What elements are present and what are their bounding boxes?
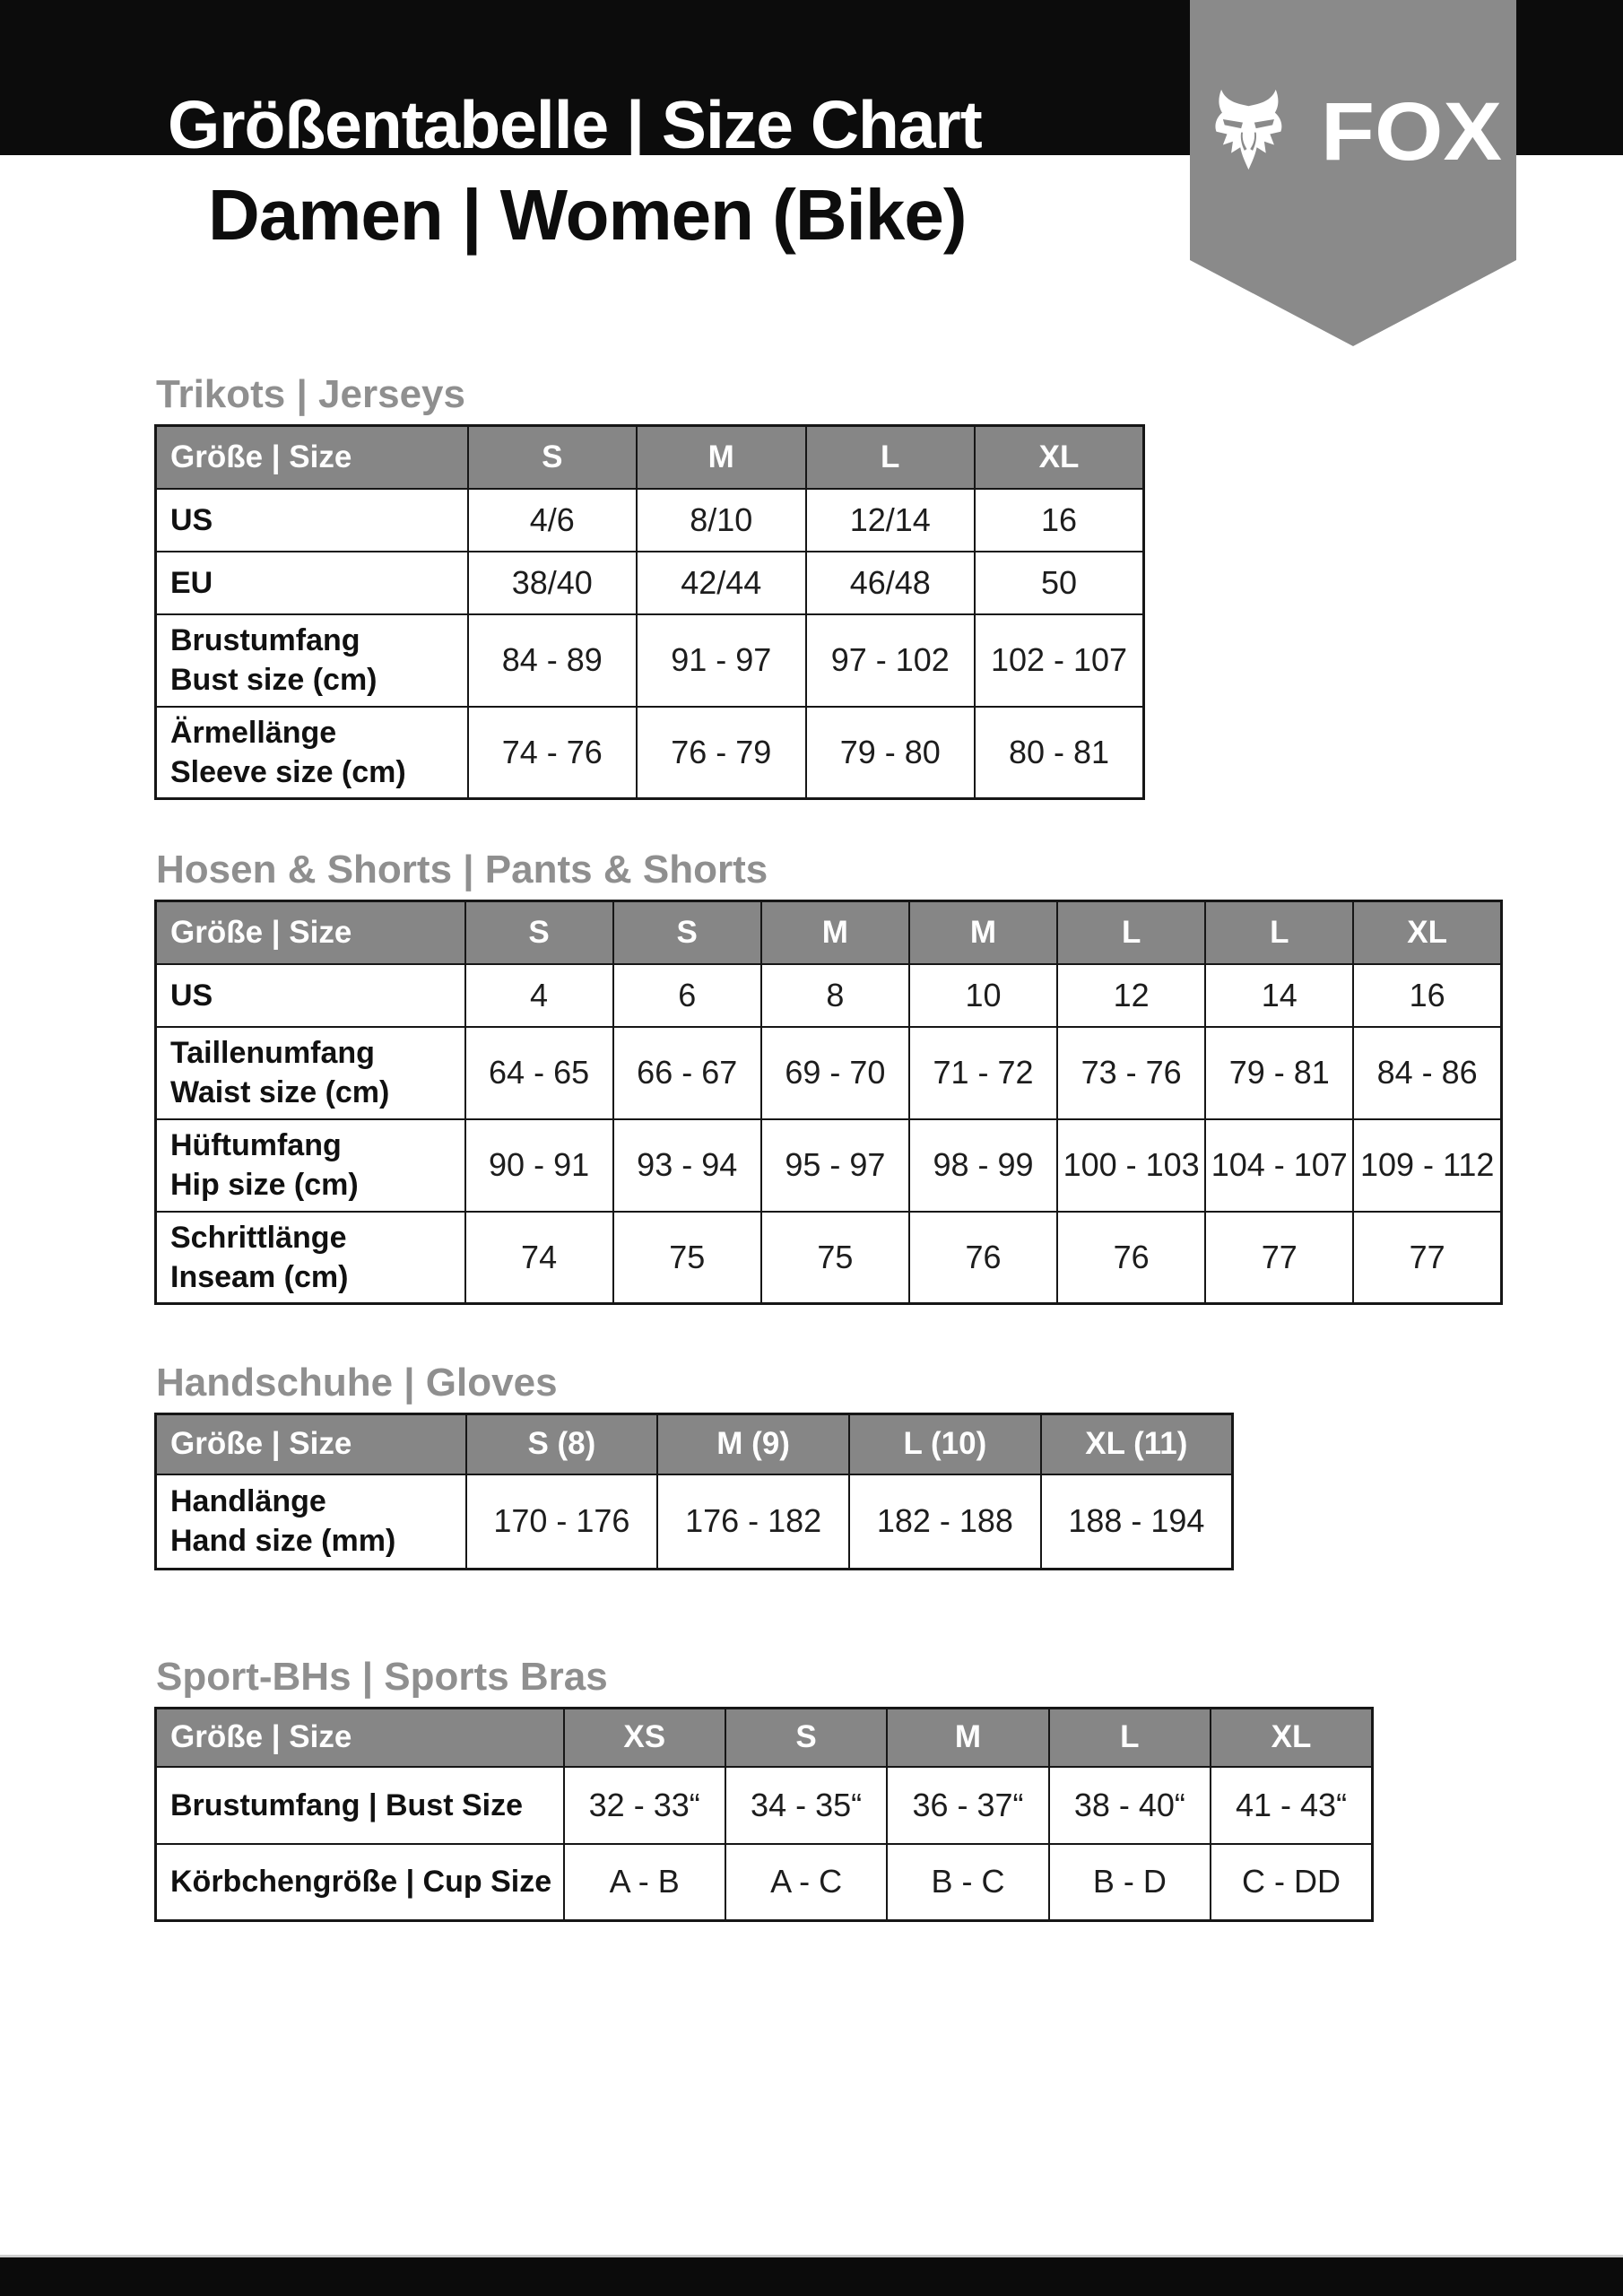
value-cell: 12/14 — [806, 489, 976, 552]
row-label: Brustumfang Bust size (cm) — [156, 614, 468, 707]
value-cell: 73 - 76 — [1057, 1027, 1205, 1119]
size-table — [154, 1413, 1234, 1570]
value-cell: 4 — [465, 964, 613, 1027]
row-label: Körbchengröße | Cup Size — [156, 1844, 564, 1921]
value-cell: 77 — [1205, 1212, 1353, 1304]
section-heading: Sport-BHs | Sports Bras — [156, 1655, 608, 1699]
row-label: Brustumfang | Bust Size — [156, 1767, 564, 1844]
page-subtitle: Damen | Women (Bike) — [208, 175, 967, 255]
value-cell: 36 - 37“ — [887, 1767, 1048, 1844]
value-cell: 80 - 81 — [975, 707, 1144, 799]
brand-wordmark: FOX — [1321, 86, 1502, 178]
value-cell: 42/44 — [637, 552, 806, 614]
value-cell: 79 - 80 — [806, 707, 976, 799]
value-cell: 41 - 43“ — [1211, 1767, 1372, 1844]
value-cell: 76 — [909, 1212, 1057, 1304]
value-cell: 71 - 72 — [909, 1027, 1057, 1119]
corner-header: Größe | Size — [156, 1709, 564, 1767]
value-cell: A - C — [725, 1844, 887, 1921]
column-header: S (8) — [466, 1414, 658, 1474]
value-cell: 97 - 102 — [806, 614, 976, 707]
value-cell: 109 - 112 — [1353, 1119, 1501, 1212]
value-cell: 102 - 107 — [975, 614, 1144, 707]
value-cell: 98 - 99 — [909, 1119, 1057, 1212]
column-header: L — [806, 426, 976, 489]
value-cell: 74 — [465, 1212, 613, 1304]
corner-header: Größe | Size — [156, 901, 465, 964]
value-cell: 188 - 194 — [1041, 1474, 1233, 1570]
value-cell: 38/40 — [468, 552, 638, 614]
column-header: M — [887, 1709, 1048, 1767]
value-cell: 74 - 76 — [468, 707, 638, 799]
section-heading: Hosen & Shorts | Pants & Shorts — [156, 848, 768, 891]
row-label: Hüftumfang Hip size (cm) — [156, 1119, 465, 1212]
value-cell: 16 — [975, 489, 1144, 552]
value-cell: 91 - 97 — [637, 614, 806, 707]
section-jerseys — [154, 373, 1145, 800]
size-table — [154, 424, 1145, 800]
column-header: M — [637, 426, 806, 489]
row-label: EU — [156, 552, 468, 614]
value-cell: 84 - 86 — [1353, 1027, 1501, 1119]
value-cell: 75 — [761, 1212, 909, 1304]
value-cell: 14 — [1205, 964, 1353, 1027]
footer-bar — [0, 2257, 1623, 2296]
column-header: M — [909, 901, 1057, 964]
value-cell: B - C — [887, 1844, 1048, 1921]
value-cell: A - B — [564, 1844, 725, 1921]
value-cell: 38 - 40“ — [1049, 1767, 1211, 1844]
value-cell: 93 - 94 — [613, 1119, 761, 1212]
value-cell: 64 - 65 — [465, 1027, 613, 1119]
value-cell: 10 — [909, 964, 1057, 1027]
column-header: XL — [1353, 901, 1501, 964]
column-header: XL (11) — [1041, 1414, 1233, 1474]
row-label: US — [156, 489, 468, 552]
column-header: XL — [1211, 1709, 1372, 1767]
section-heading: Handschuhe | Gloves — [156, 1361, 558, 1405]
value-cell: 4/6 — [468, 489, 638, 552]
value-cell: 66 - 67 — [613, 1027, 761, 1119]
value-cell: 104 - 107 — [1205, 1119, 1353, 1212]
section-gloves — [154, 1361, 1234, 1570]
value-cell: C - DD — [1211, 1844, 1372, 1921]
brand-pennant — [1190, 0, 1516, 346]
value-cell: 77 — [1353, 1212, 1501, 1304]
value-cell: 50 — [975, 552, 1144, 614]
column-header: S — [468, 426, 638, 489]
corner-header: Größe | Size — [156, 1414, 466, 1474]
value-cell: 76 — [1057, 1212, 1205, 1304]
value-cell: 75 — [613, 1212, 761, 1304]
column-header: M — [761, 901, 909, 964]
column-header: S — [725, 1709, 887, 1767]
column-header: L — [1205, 901, 1353, 964]
size-table — [154, 1707, 1374, 1922]
column-header: L — [1057, 901, 1205, 964]
value-cell: 6 — [613, 964, 761, 1027]
value-cell: 76 - 79 — [637, 707, 806, 799]
column-header: M (9) — [657, 1414, 849, 1474]
column-header: XS — [564, 1709, 725, 1767]
row-label: Schrittlänge Inseam (cm) — [156, 1212, 465, 1304]
column-header: XL — [975, 426, 1144, 489]
value-cell: 16 — [1353, 964, 1501, 1027]
row-label: US — [156, 964, 465, 1027]
page-title: Größentabelle | Size Chart — [168, 87, 982, 162]
value-cell: 182 - 188 — [849, 1474, 1041, 1570]
value-cell: 100 - 103 — [1057, 1119, 1205, 1212]
value-cell: 12 — [1057, 964, 1205, 1027]
row-label: Ärmellänge Sleeve size (cm) — [156, 707, 468, 799]
value-cell: 95 - 97 — [761, 1119, 909, 1212]
column-header: L (10) — [849, 1414, 1041, 1474]
size-table — [154, 900, 1503, 1305]
corner-header: Größe | Size — [156, 426, 468, 489]
value-cell: 8/10 — [637, 489, 806, 552]
row-label: Taillenumfang Waist size (cm) — [156, 1027, 465, 1119]
value-cell: 46/48 — [806, 552, 976, 614]
column-header: S — [613, 901, 761, 964]
section-sports-bras — [154, 1656, 1374, 1922]
section-heading: Trikots | Jerseys — [156, 372, 465, 416]
row-label: Handlänge Hand size (mm) — [156, 1474, 466, 1570]
value-cell: 90 - 91 — [465, 1119, 613, 1212]
value-cell: 8 — [761, 964, 909, 1027]
column-header: S — [465, 901, 613, 964]
value-cell: 170 - 176 — [466, 1474, 658, 1570]
value-cell: 69 - 70 — [761, 1027, 909, 1119]
value-cell: 32 - 33“ — [564, 1767, 725, 1844]
value-cell: 176 - 182 — [657, 1474, 849, 1570]
value-cell: B - D — [1049, 1844, 1211, 1921]
value-cell: 84 - 89 — [468, 614, 638, 707]
column-header: L — [1049, 1709, 1211, 1767]
value-cell: 79 - 81 — [1205, 1027, 1353, 1119]
section-pants-shorts — [154, 848, 1503, 1305]
value-cell: 34 - 35“ — [725, 1767, 887, 1844]
